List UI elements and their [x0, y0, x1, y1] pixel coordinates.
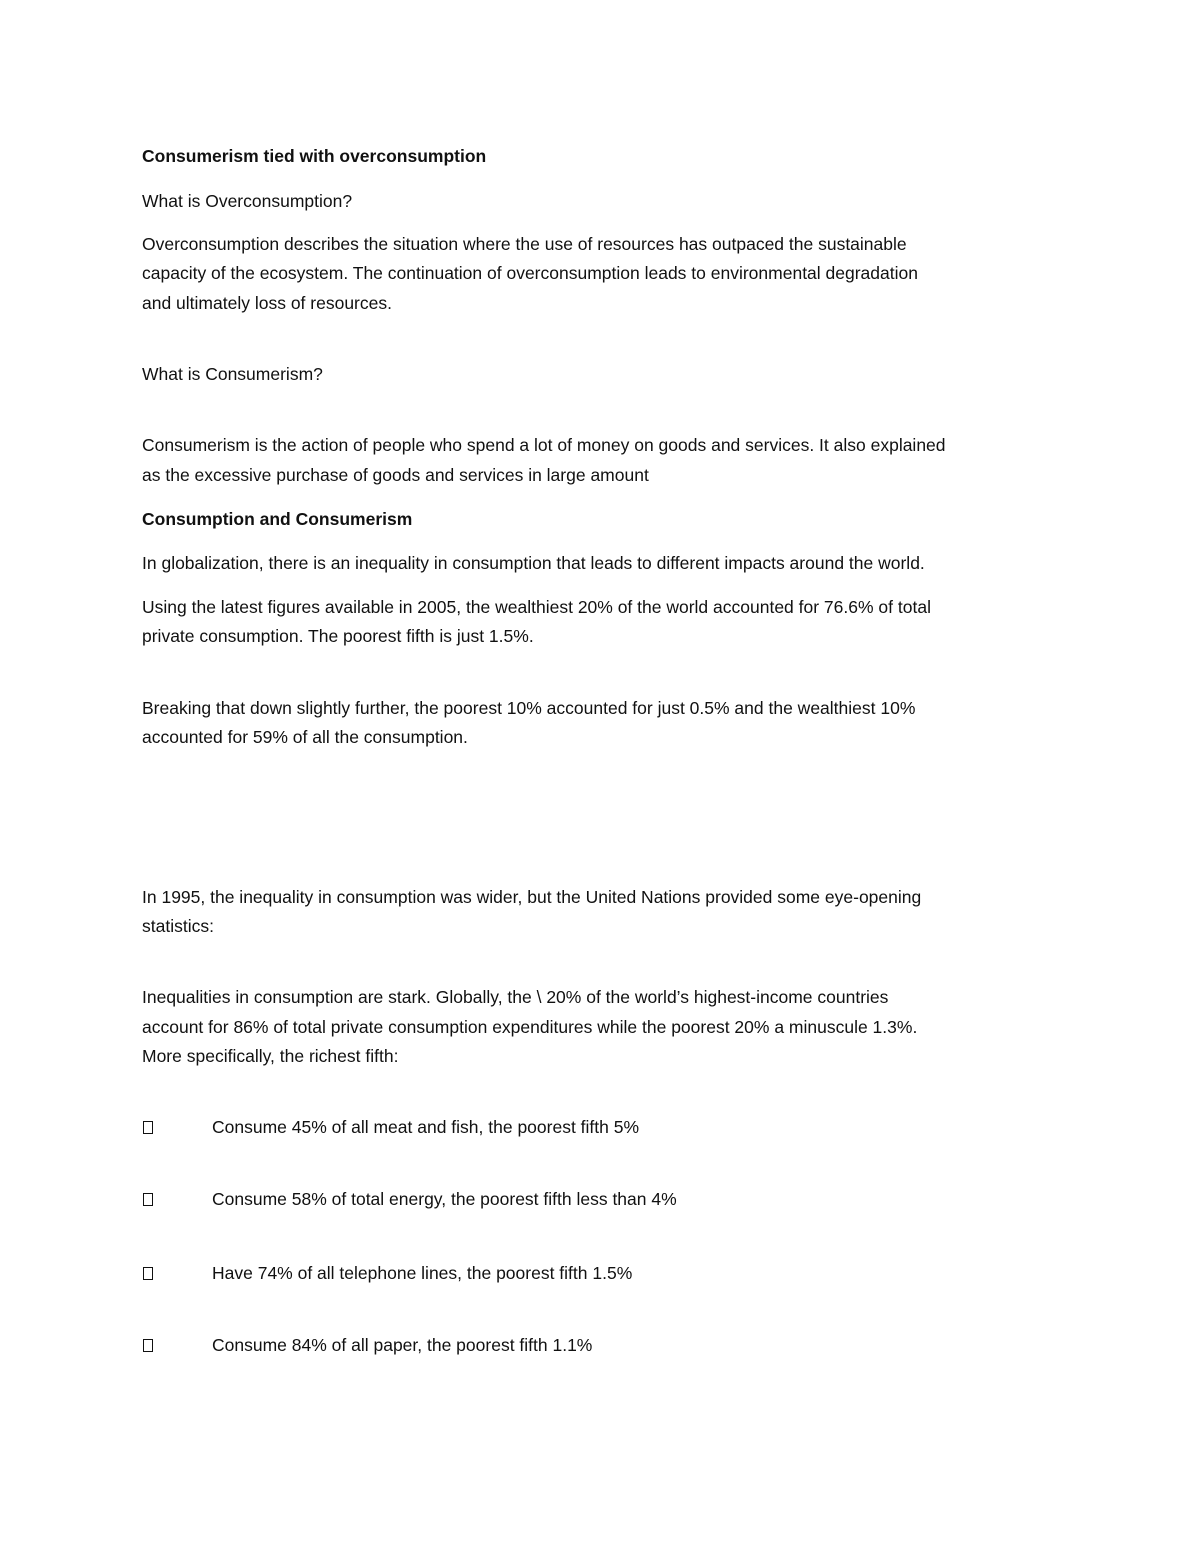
question-consumerism: What is Consumerism? [142, 364, 323, 384]
paragraph-2005-figures-line-1: Using the latest figures available in 2005, the wealthiest 20% of the world accounted for 76.6% of total [142, 597, 931, 617]
square-bullet-icon [143, 1193, 153, 1206]
bullet-text: Consume 45% of all meat and fish, the poorest fifth 5% [212, 1117, 640, 1137]
bullet-text: Consume 58% of total energy, the poorest fifth less than 4% [212, 1189, 677, 1209]
paragraph-inequalities-line-3: More specifically, the richest fifth: [142, 1046, 399, 1066]
square-bullet-icon [143, 1339, 153, 1352]
bullet-text: Consume 84% of all paper, the poorest fifth 1.1% [212, 1335, 593, 1355]
square-bullet-icon [143, 1121, 153, 1134]
paragraph-globalization: In globalization, there is an inequality in consumption that leads to different impacts around the world. [142, 553, 925, 573]
paragraph-breakdown-line-1: Breaking that down slightly further, the poorest 10% accounted for just 0.5% and the wealthiest 10% [142, 698, 916, 718]
paragraph-overconsumption-line-1: Overconsumption describes the situation where the use of resources has outpaced the sustainable [142, 234, 907, 254]
paragraph-inequalities-line-2: account for 86% of total private consumption expenditures while the poorest 20% a minuscule 1.3%. [142, 1017, 918, 1037]
question-overconsumption: What is Overconsumption? [142, 191, 353, 211]
heading-consumerism-overconsumption: Consumerism tied with overconsumption [142, 146, 487, 166]
paragraph-breakdown-line-2: accounted for 59% of all the consumption. [142, 727, 468, 747]
paragraph-overconsumption-line-3: and ultimately loss of resources. [142, 293, 392, 313]
paragraph-overconsumption-line-2: capacity of the ecosystem. The continuation of overconsumption leads to environmental degradation [142, 263, 918, 283]
paragraph-consumerism-line-2: as the excessive purchase of goods and services in large amount [142, 465, 649, 485]
paragraph-inequalities-line-1: Inequalities in consumption are stark. Globally, the \ 20% of the world’s highest-income countries [142, 987, 889, 1007]
paragraph-1995-line-2: statistics: [142, 916, 214, 936]
heading-consumption-and-consumerism: Consumption and Consumerism [142, 509, 413, 529]
paragraph-1995-line-1: In 1995, the inequality in consumption was wider, but the United Nations provided some eye-opening [142, 887, 922, 907]
paragraph-consumerism-line-1: Consumerism is the action of people who spend a lot of money on goods and services. It also explained [142, 435, 946, 455]
paragraph-2005-figures-line-2: private consumption. The poorest fifth is just 1.5%. [142, 626, 534, 646]
bullet-text: Have 74% of all telephone lines, the poorest fifth 1.5% [212, 1263, 633, 1283]
square-bullet-icon [143, 1267, 153, 1280]
